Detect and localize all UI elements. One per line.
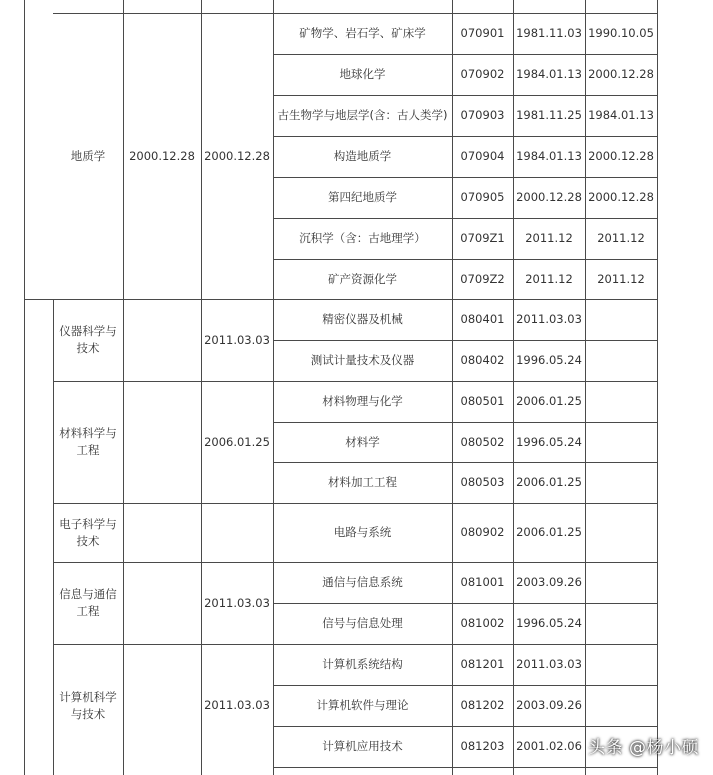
subject-date-1: 2003.09.26 xyxy=(516,575,582,589)
subject-code: 070904 xyxy=(460,149,505,163)
subject-code: 080902 xyxy=(460,525,505,539)
subject-date-2 xyxy=(585,462,657,503)
subject-name: 构造地质学 xyxy=(333,149,392,163)
discipline-date-2: 2011.03.03 xyxy=(204,332,270,347)
subject-date-1: 1996.05.24 xyxy=(516,434,582,449)
discipline-name: 材料科学与工程 xyxy=(59,426,117,457)
subject-date-2 xyxy=(585,422,657,462)
discipline-date-1 xyxy=(123,381,201,503)
subject-code: 081201 xyxy=(460,657,505,671)
subject-name: 计算机软件与理论 xyxy=(316,698,409,712)
discipline-date-2 xyxy=(201,503,273,562)
discipline-date-2: 2000.12.28 xyxy=(204,148,270,163)
subject-name: 古生物学与地层学(含：古人类学) xyxy=(277,108,448,122)
discipline-date-2: 2006.01.25 xyxy=(204,434,270,449)
subject-name: 材料物理与化学 xyxy=(322,394,403,408)
discipline-name: 电子科学与技术 xyxy=(59,516,117,548)
discipline-date-1 xyxy=(123,503,201,562)
subject-date-2 xyxy=(585,644,657,685)
subject-date-2: 2000.12.28 xyxy=(588,67,654,81)
subject-code: 081002 xyxy=(460,616,505,630)
subject-code: 081203 xyxy=(460,739,505,753)
discipline-date-2: 2011.03.03 xyxy=(204,698,270,712)
subject-code: 0709Z2 xyxy=(460,271,505,286)
subject-date-2: 1990.10.05 xyxy=(588,26,654,40)
subject-date-1: 1996.05.24 xyxy=(516,353,582,367)
watermark: 头条 @杨小硕 xyxy=(588,738,699,758)
subject-date-2 xyxy=(585,685,657,726)
subject-name: 材料学 xyxy=(345,434,380,449)
discipline-name: 计算机科学与技术 xyxy=(59,689,117,721)
subject-code: 080501 xyxy=(460,394,505,408)
table-vline xyxy=(24,0,25,775)
subject-date-2 xyxy=(585,503,657,562)
subject-name: 计算机系统结构 xyxy=(322,657,403,671)
table-hline xyxy=(273,767,658,768)
subject-date-1: 2006.01.25 xyxy=(516,394,582,408)
discipline-date-2: 2011.03.03 xyxy=(204,595,270,610)
subject-name: 矿产资源化学 xyxy=(328,271,397,286)
subject-date-1: 2011.03.03 xyxy=(516,657,582,671)
subject-date-1: 1981.11.03 xyxy=(516,26,582,40)
subject-code: 080402 xyxy=(460,353,505,367)
discipline-date-1 xyxy=(123,644,201,767)
subject-date-1: 1981.11.25 xyxy=(516,108,582,122)
subject-date-1: 2011.12 xyxy=(525,271,573,286)
subject-code: 070901 xyxy=(460,26,505,40)
subject-date-1: 1984.01.13 xyxy=(516,67,582,81)
subject-date-2: 1984.01.13 xyxy=(588,108,654,122)
subject-code: 0709Z1 xyxy=(460,231,505,245)
subject-date-2 xyxy=(585,562,657,603)
subject-name: 矿物学、岩石学、矿床学 xyxy=(299,26,426,40)
subject-code: 080401 xyxy=(460,312,505,326)
subject-date-1: 1996.05.24 xyxy=(516,616,582,630)
subject-name: 信号与信息处理 xyxy=(322,616,403,630)
subject-code: 081202 xyxy=(460,698,505,712)
subject-date-1: 2000.12.28 xyxy=(516,190,582,204)
subject-date-2 xyxy=(585,381,657,422)
subject-code: 070905 xyxy=(460,190,505,204)
subject-date-1: 2011.03.03 xyxy=(516,312,582,326)
subject-date-2: 2000.12.28 xyxy=(588,190,654,204)
subject-name: 沉积学（含：古地理学） xyxy=(299,231,426,245)
subject-name: 测试计量技术及仪器 xyxy=(310,353,415,367)
subject-code: 080503 xyxy=(460,475,505,489)
subject-date-1: 2006.01.25 xyxy=(516,525,582,539)
subject-date-2 xyxy=(585,603,657,644)
subject-name: 电路与系统 xyxy=(333,525,392,539)
subject-date-2: 2011.12 xyxy=(597,231,645,245)
discipline-name: 信息与通信工程 xyxy=(59,587,117,618)
discipline-name: 地质学 xyxy=(70,148,106,163)
subject-code: 081001 xyxy=(460,575,505,589)
subject-name: 计算机应用技术 xyxy=(322,739,403,753)
subject-date-1: 2001.02.06 xyxy=(516,739,582,753)
discipline-date-1 xyxy=(123,299,201,381)
subject-date-2: 2011.12 xyxy=(597,271,645,286)
subject-name: 精密仪器及机械 xyxy=(322,312,403,326)
subject-date-1: 1984.01.13 xyxy=(516,149,582,163)
subject-name: 材料加工工程 xyxy=(328,475,397,489)
subject-name: 通信与信息系统 xyxy=(322,575,403,589)
subject-date-1: 2011.12 xyxy=(525,231,573,245)
subject-name: 地球化学 xyxy=(339,67,386,81)
discipline-date-1: 2000.12.28 xyxy=(129,148,195,163)
subject-date-1: 2003.09.26 xyxy=(516,698,582,712)
discipline-date-1 xyxy=(123,562,201,644)
subject-code: 080502 xyxy=(460,434,505,449)
subject-code: 070902 xyxy=(460,67,505,81)
subject-date-1: 2006.01.25 xyxy=(516,475,582,489)
subject-date-2: 2000.12.28 xyxy=(588,149,654,163)
subject-code: 070903 xyxy=(460,108,505,122)
subject-date-2 xyxy=(585,299,657,340)
discipline-name: 仪器科学与技术 xyxy=(59,324,117,355)
subject-name: 第四纪地质学 xyxy=(328,190,397,204)
table-vline xyxy=(657,0,658,775)
subject-date-2 xyxy=(585,340,657,381)
